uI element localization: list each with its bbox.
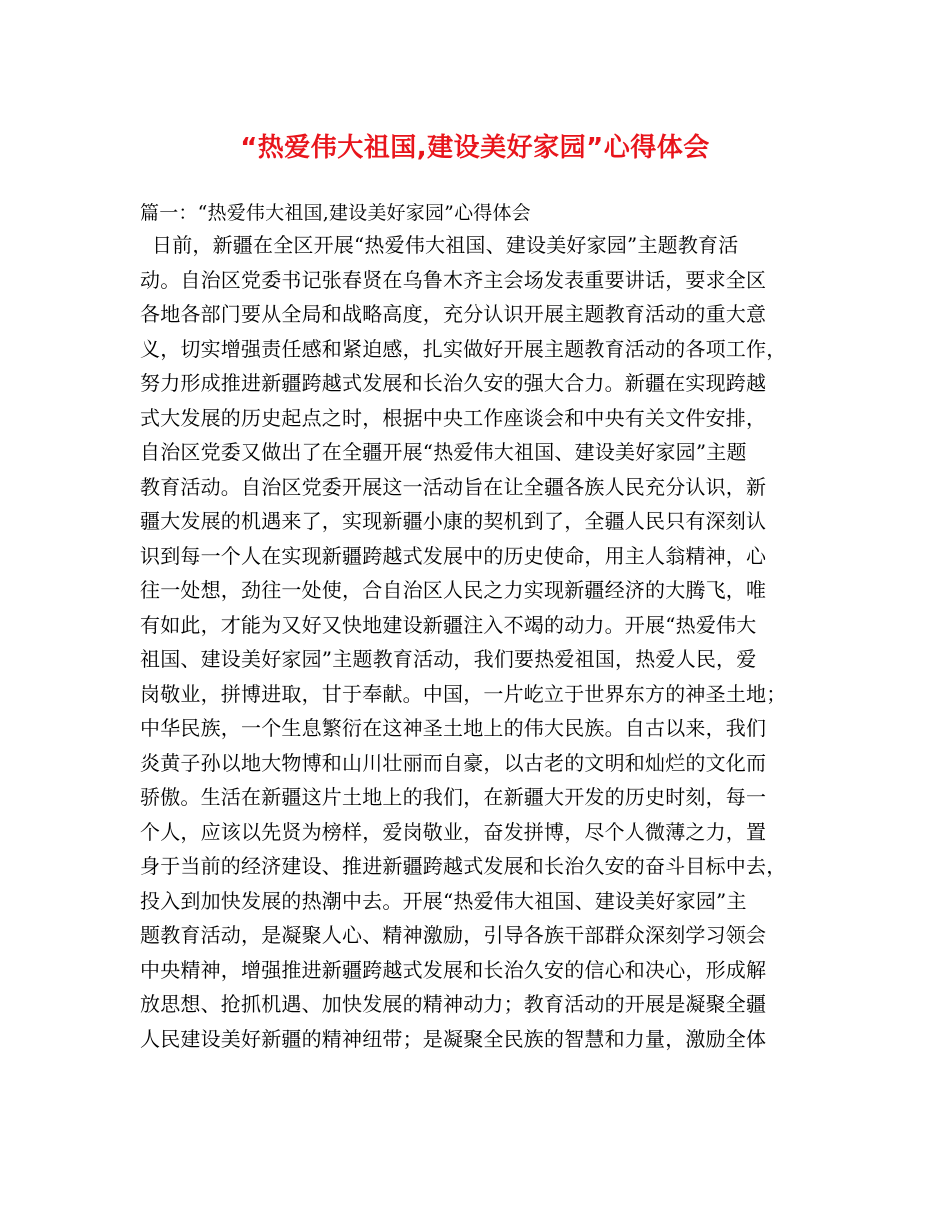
body-line: 身于当前的经济建设、推进新疆跨越式发展和长治久安的奋斗目标中去， <box>140 854 787 878</box>
body-line: 个人，应该以先贤为榜样，爱岗敬业，奋发拼博，尽个人微薄之力，置 <box>140 819 767 844</box>
body-line: 动。自治区党委书记张春贤在乌鲁木齐主会场发表重要讲话，要求全区 <box>140 267 767 292</box>
body-line: 岗敬业，拼博进取，甘于奉献。中国，一片屹立于世界东方的神圣土地； <box>140 681 787 706</box>
body-line: 各地各部门要从全局和战略高度，充分认识开展主题教育活动的重大意 <box>140 302 767 326</box>
body-line: 识到每一个人在实现新疆跨越式发展中的历史使命，用主人翁精神，心 <box>140 543 767 568</box>
body-line: 式大发展的历史起点之时，根据中央工作座谈会和中央有关文件安排， <box>140 405 767 430</box>
body-line: 题教育活动，是凝聚人心、精神激励，引导各族干部群众深刻学习领会 <box>140 923 767 947</box>
body-line: 放思想、抢抓机遇、加快发展的精神动力；教育活动的开展是凝聚全疆 <box>140 992 767 1016</box>
body-line: 努力形成推进新疆跨越式发展和长治久安的强大合力。新疆在实现跨越 <box>140 371 767 395</box>
document-title: “热爱伟大祖国,建设美好家园”心得体会 <box>240 133 710 163</box>
document-body <box>140 200 830 1056</box>
body-line: 骄傲。生活在新疆这片土地上的我们，在新疆大开发的历史时刻，每一 <box>140 785 767 809</box>
body-line: 炎黄子孙以地大物博和山川壮丽而自豪，以古老的文明和灿烂的文化而 <box>140 750 767 775</box>
body-line: 人民建设美好新疆的精神纽带；是凝聚全民族的智慧和力量，激励全体 <box>140 1026 767 1051</box>
body-line: 义，切实增强责任感和紧迫感，扎实做好开展主题教育活动的各项工作， <box>140 336 787 361</box>
body-line: 投入到加快发展的热潮中去。开展“热爱伟大祖国、建设美好家园”主 <box>140 888 747 913</box>
section-heading: 篇一：“热爱伟大祖国,建设美好家园”心得体会 <box>140 202 531 224</box>
body-line: 有如此，才能为又好又快地建设新疆注入不竭的动力。开展“热爱伟大 <box>140 612 757 637</box>
body-line: 疆大发展的机遇来了，实现新疆小康的契机到了，全疆人民只有深刻认 <box>140 509 767 533</box>
body-line: 自治区党委又做出了在全疆开展“热爱伟大祖国、建设美好家园”主题 <box>140 440 747 464</box>
body-line: 中央精神，增强推进新疆跨越式发展和长治久安的信心和决心，形成解 <box>140 957 767 982</box>
body-line: 往一处想，劲往一处使，合自治区人民之力实现新疆经济的大腾飞，唯 <box>140 578 767 602</box>
body-line: 日前，新疆在全区开展“热爱伟大祖国、建设美好家园”主题教育活 <box>152 233 739 257</box>
body-line: 中华民族，一个生息繁衍在这神圣土地上的伟大民族。自古以来，我们 <box>140 716 767 740</box>
body-line: 祖国、建设美好家园”主题教育活动，我们要热爱祖国，热爱人民，爱 <box>140 647 757 671</box>
body-line: 教育活动。自治区党委开展这一活动旨在让全疆各族人民充分认识，新 <box>140 474 767 499</box>
